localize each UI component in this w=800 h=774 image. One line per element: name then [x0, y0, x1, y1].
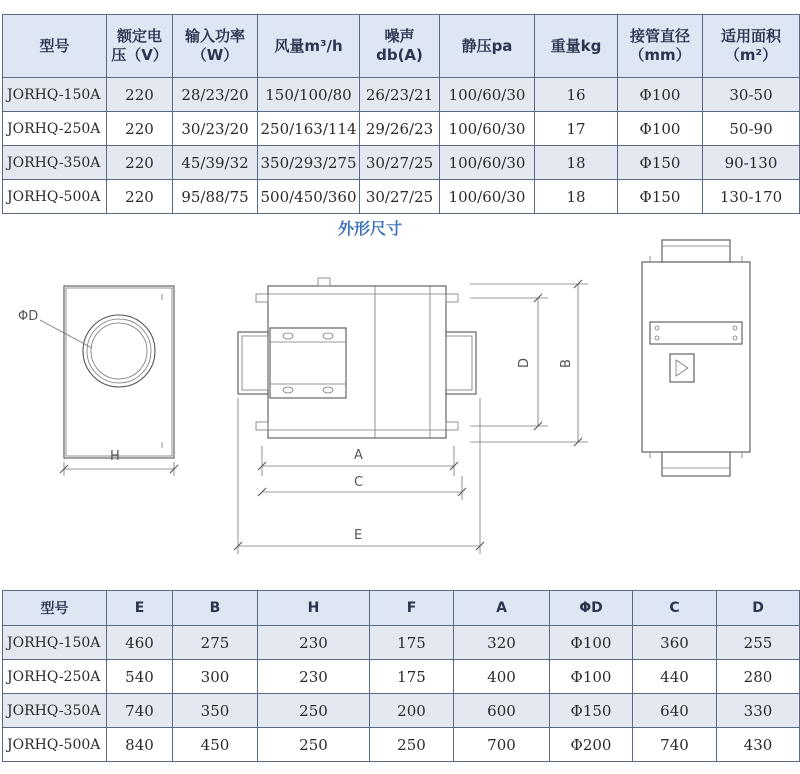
dim-cell: 320 [454, 626, 550, 660]
dim-header-1: E [107, 591, 173, 626]
dim-cell: 640 [633, 694, 717, 728]
dim-cell: 700 [454, 728, 550, 762]
dim-cell: 250 [258, 728, 370, 762]
spec-header-0: 型号 [3, 15, 107, 78]
dim-cell: 740 [107, 694, 173, 728]
dimension-drawings [0, 236, 800, 581]
spec-cell: 90-130 [703, 146, 800, 180]
spec-cell: 220 [107, 180, 173, 214]
table-row [3, 78, 800, 112]
spec-cell: 100/60/30 [440, 112, 535, 146]
dim-cell: 840 [107, 728, 173, 762]
dim-cell: 360 [633, 626, 717, 660]
spec-cell: 100/60/30 [440, 78, 535, 112]
spec-cell: Φ150 [618, 146, 703, 180]
spec-header-2: 输入功率 （W） [173, 15, 258, 78]
spec-cell: 100/60/30 [440, 146, 535, 180]
front-view [18, 286, 178, 476]
dim-cell: 250 [258, 694, 370, 728]
spec-header-8: 适用面积 （m²） [703, 15, 800, 78]
dim-header-2: B [173, 591, 258, 626]
dim-header-4: F [370, 591, 454, 626]
dim-cell: 350 [173, 694, 258, 728]
h-label: H [110, 449, 120, 464]
dim-header-6: ΦD [550, 591, 633, 626]
dim-cell: JORHQ-250A [3, 660, 107, 694]
b-label: B [559, 359, 574, 368]
spec-cell: 220 [107, 112, 173, 146]
dim-cell: JORHQ-150A [3, 626, 107, 660]
spec-cell: 18 [535, 146, 618, 180]
dim-cell: 200 [370, 694, 454, 728]
dim-cell: 280 [717, 660, 800, 694]
spec-header-4: 噪声 db(A) [360, 15, 440, 78]
dim-cell: Φ100 [550, 660, 633, 694]
dim-cell: 740 [633, 728, 717, 762]
spec-cell: 250/163/114 [258, 112, 360, 146]
dim-header-3: H [258, 591, 370, 626]
spec-cell: 30/27/25 [360, 180, 440, 214]
spec-cell: JORHQ-250A [3, 112, 107, 146]
dim-cell: 255 [717, 626, 800, 660]
table-row [3, 180, 800, 214]
dim-cell: 300 [173, 660, 258, 694]
spec-cell: 16 [535, 78, 618, 112]
spec-header-7: 接管直径 （mm） [618, 15, 703, 78]
table-row [3, 694, 800, 728]
dim-cell: 430 [717, 728, 800, 762]
d-label: D [517, 357, 532, 368]
dim-header-0: 型号 [3, 591, 107, 626]
dim-cell: 230 [258, 626, 370, 660]
dim-cell: JORHQ-500A [3, 728, 107, 762]
spec-cell: 26/23/21 [360, 78, 440, 112]
dim-cell: 460 [107, 626, 173, 660]
side-view [234, 278, 588, 554]
dim-header-8: D [717, 591, 800, 626]
dim-cell: 250 [370, 728, 454, 762]
spec-cell: 350/293/275 [258, 146, 360, 180]
spec-cell: Φ100 [618, 112, 703, 146]
dim-cell: 600 [454, 694, 550, 728]
spec-cell: 45/39/32 [173, 146, 258, 180]
spec-cell: 95/88/75 [173, 180, 258, 214]
section-title: 外形尺寸 [337, 219, 402, 238]
spec-cell: Φ150 [618, 180, 703, 214]
spec-cell: 30/27/25 [360, 146, 440, 180]
dim-cell: 275 [173, 626, 258, 660]
spec-cell: 50-90 [703, 112, 800, 146]
spec-cell: 17 [535, 112, 618, 146]
spec-cell: Φ100 [618, 78, 703, 112]
dim-cell: 175 [370, 660, 454, 694]
spec-cell: 130-170 [703, 180, 800, 214]
dim-cell: 440 [633, 660, 717, 694]
table-row [3, 660, 800, 694]
a-label: A [354, 448, 363, 463]
spec-header-6: 重量kg [535, 15, 618, 78]
spec-header-1: 额定电 压（V） [107, 15, 173, 78]
dim-header-7: C [633, 591, 717, 626]
spec-header-5: 静压pa [440, 15, 535, 78]
dim-header-5: A [454, 591, 550, 626]
table-row [3, 146, 800, 180]
dim-cell: 230 [258, 660, 370, 694]
dim-cell: 540 [107, 660, 173, 694]
table-row [3, 112, 800, 146]
spec-body [3, 78, 800, 214]
dim-cell: Φ100 [550, 626, 633, 660]
spec-cell: 28/23/20 [173, 78, 258, 112]
e-label: E [354, 528, 363, 543]
dim-cell: JORHQ-350A [3, 694, 107, 728]
dim-header-row [3, 591, 800, 626]
spec-cell: 30/23/20 [173, 112, 258, 146]
table-row [3, 728, 800, 762]
dim-body [3, 626, 800, 762]
spec-cell: JORHQ-350A [3, 146, 107, 180]
spec-header-3: 风量m³/h [258, 15, 360, 78]
spec-cell: 100/60/30 [440, 180, 535, 214]
spec-cell: 220 [107, 78, 173, 112]
c-label: C [354, 475, 364, 490]
dimension-table [2, 590, 800, 762]
top-view [642, 240, 750, 476]
spec-table [2, 14, 800, 214]
table-row [3, 626, 800, 660]
dim-cell: Φ200 [550, 728, 633, 762]
dim-cell: 400 [454, 660, 550, 694]
spec-cell: 30-50 [703, 78, 800, 112]
spec-cell: 18 [535, 180, 618, 214]
dim-cell: Φ150 [550, 694, 633, 728]
phi-d-label: ΦD [18, 309, 39, 324]
dim-cell: 330 [717, 694, 800, 728]
spec-cell: JORHQ-500A [3, 180, 107, 214]
spec-cell: JORHQ-150A [3, 78, 107, 112]
dim-cell: 175 [370, 626, 454, 660]
spec-cell: 150/100/80 [258, 78, 360, 112]
spec-cell: 29/26/23 [360, 112, 440, 146]
spec-header-row [3, 15, 800, 78]
dim-cell: 450 [173, 728, 258, 762]
spec-cell: 500/450/360 [258, 180, 360, 214]
spec-cell: 220 [107, 146, 173, 180]
